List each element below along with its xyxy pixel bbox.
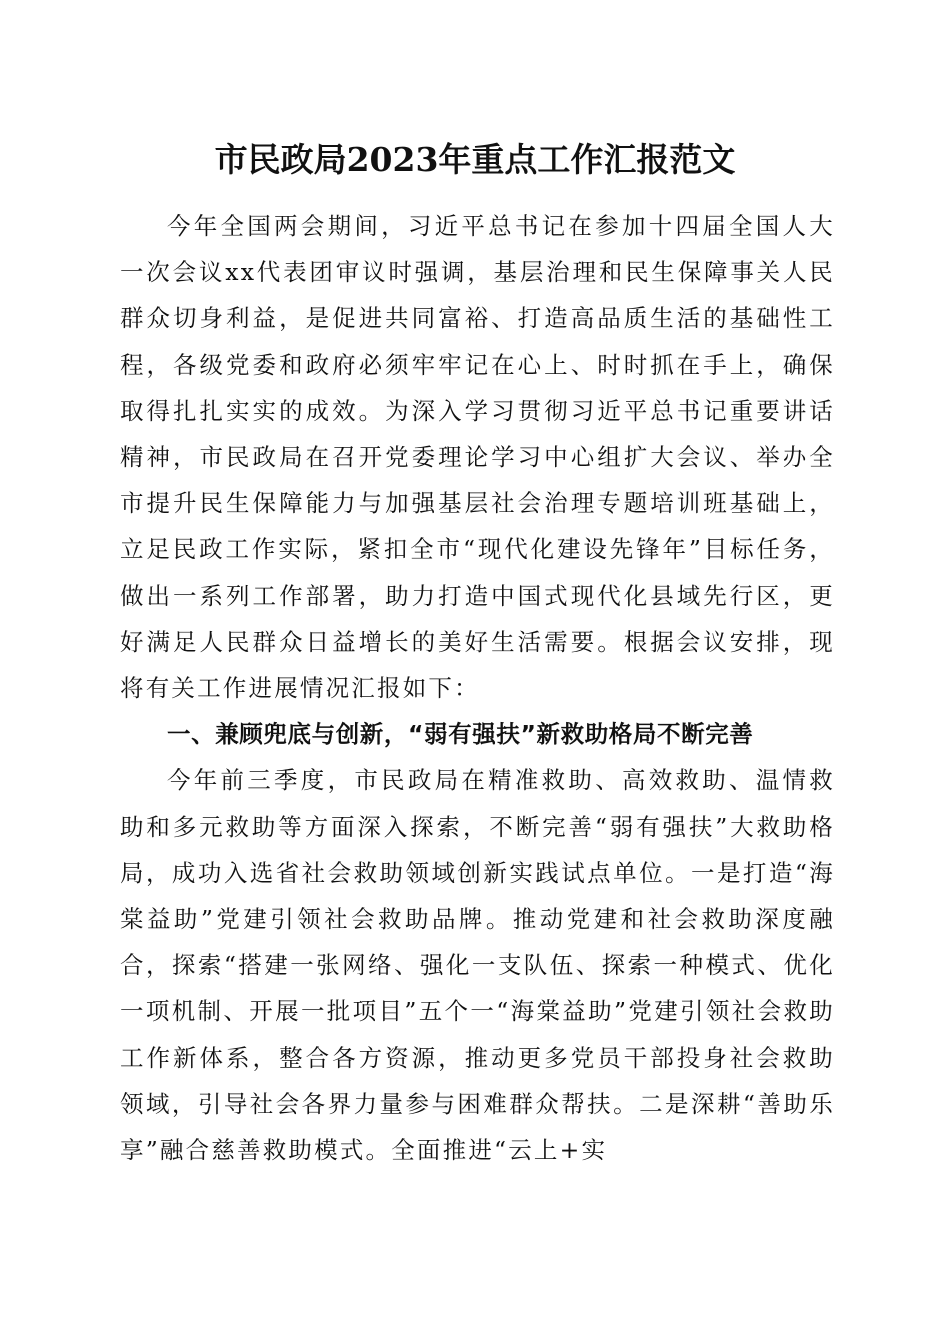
document-title: 市民政局2023年重点工作汇报范文 [214, 140, 736, 179]
section-heading: 一、兼顾兜底与创新，“弱有强扶”新救助格局不断完善 [167, 720, 754, 749]
intro-paragraph: 今年全国两会期间，习近平总书记在参加十四届全国人大一次会议xx代表团审议时强调，基层治理和民生保障事关人民群众切身利益，是促进共同富裕、打造高品质生活的基础性工程，各级党委和政府必须牢牢记在心上、时时抓在手上，确保取得扎扎实实的成效。为深入学习贯彻习近平总书记重要讲话精神，市民政局在召开党委理论学习中心组扩大会议、举办全市提升民生保障能力与加强基层社会治理专题培训班基础上，立足民政工作实际，紧扣全市“现代化建设先锋年”目标任务，做出一系列工作部署，助力打造中国式现代化县域先行区，更好满足人民群众日益增长的美好生活需要。根据会议安排，现将有关工作进展情况汇报如下： [120, 212, 835, 703]
section-paragraph: 今年前三季度，市民政局在精准救助、高效救助、温情救助和多元救助等方面深入探索，不断完善“弱有强扶”大救助格局，成功入选省社会救助领域创新实践试点单位。一是打造“海棠益助”党建引领社会救助品牌。推动党建和社会救助深度融合，探索“搭建一张网络、强化一支队伍、探索一种模式、优化一项机制、开展一批项目”五个一“海棠益助”党建引领社会救助工作新体系，整合各方资源，推动更多党员干部投身社会救助领域，引导社会各界力量参与困难群众帮扶。二是深耕“善助乐享”融合慈善救助模式。全面推进“云上+实 [120, 766, 835, 1165]
document-body [120, 203, 835, 1173]
